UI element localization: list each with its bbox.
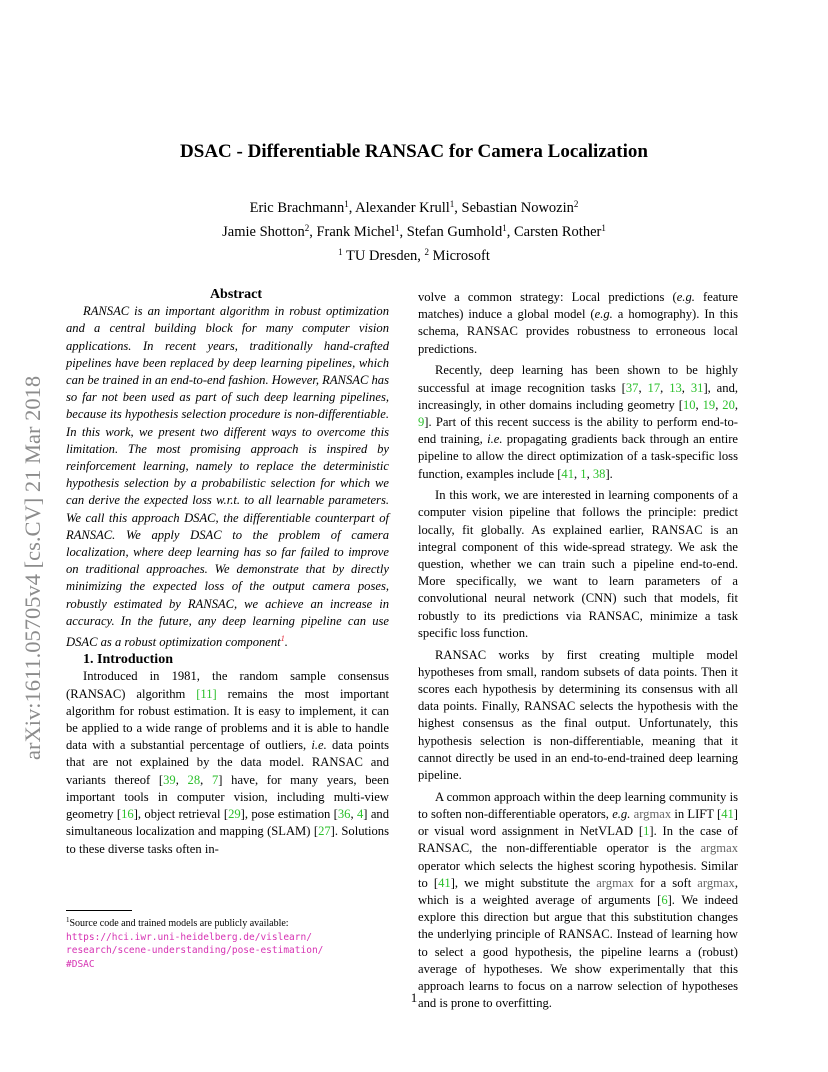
- affiliation-mark: 1: [344, 199, 349, 209]
- text-run: ,: [660, 380, 670, 395]
- text-run: ,: [586, 466, 593, 481]
- citation-link[interactable]: 17: [647, 380, 661, 395]
- abstract-heading: Abstract: [209, 287, 263, 302]
- abstract-body: RANSAC is an important algorithm in robust optimization and a central building block for many computer vision applications. In recent years, traditionally hand-crafted pipelines have been replaced by deep learning pipelines, which can be trained in an end-to-end fashion. However, RANSAC has so far not been used as part of such deep learning pipelines, because its hypothesis selection procedure is non-differentiable. In this work, we present two different ways to overcome this limitation. The most promising approach is inspired by reinforcement learning, namely to replace the deterministic hypothesis selection by a probabilistic selection for which we can derive the expected loss w.r.t. to all learnable parameters. We call this approach DSAC, the differentiable counterpart of RANSAC. We apply DSAC to the problem of camera localization, where deep learning has so far failed to improve on traditional approaches. We demonstrate that by directly minimizing the expected loss of the output camera poses, robustly estimated by RANSAC, we achieve an increase in accuracy. In the future, any deep learning pipeline can use DSAC as a robust optimization component: [66, 304, 389, 650]
- intro-paragraph-3: In this work, we are interested in learning components of a computer vision pipeline that follows the principle: predict locally, fit globally. As explained earlier, RANSAC is an integral component of this wide-spread strategy. We ask the question, whether we can train such a pipeline end-to-end. More specifically, we want to learn parameters of a convolutional neural network (CNN) such that models, fit robustly to its predictions via RANSAC, minimize a task specific loss function.: [418, 488, 738, 640]
- text-run: , which is a weighted average of arguments [: [418, 875, 738, 907]
- text-run: i.e.: [311, 738, 327, 753]
- footnote-ref[interactable]: 1: [280, 634, 285, 644]
- citation-link[interactable]: 38: [592, 466, 606, 481]
- author-block: [0, 194, 828, 266]
- intro-paragraph-5: [418, 789, 738, 1013]
- text-run: i.e.: [487, 432, 503, 447]
- page-number: 1: [410, 990, 418, 1005]
- author-line-1: Eric Brachmann$^1$, Alexander Krull$^1$, Sebastian Nowozin$^2$: [249, 199, 579, 216]
- intro-paragraph-1: [66, 668, 389, 857]
- operator-term: argmax: [697, 875, 735, 890]
- intro-paragraph-2: [418, 362, 738, 482]
- author-name: Alexander Krull: [355, 200, 450, 216]
- paper-title: DSAC - Differentiable RANSAC for Camera Localization: [180, 141, 648, 162]
- text-run: e.g.: [676, 290, 695, 304]
- affiliation-mark: 2: [304, 223, 310, 233]
- text-run: ,: [573, 466, 581, 481]
- footnote-divider: [66, 910, 132, 911]
- left-column: [66, 286, 389, 858]
- author-line-2: Jamie Shotton$^2$, Frank Michel$^1$, Stefan Gumhold$^1$, Carsten Rother$^1$: [222, 223, 606, 240]
- author-name: Frank Michel: [316, 224, 395, 240]
- text-run: e.g.: [612, 806, 631, 821]
- citation-link[interactable]: 39: [163, 772, 176, 787]
- text-run: ]. Solutions to these diverse tasks often in-: [66, 824, 389, 856]
- citation-link[interactable]: 37: [625, 380, 639, 395]
- citation-link[interactable]: 41: [438, 875, 451, 890]
- text-run: ,: [695, 397, 703, 412]
- text-run: Recently, deep learning has been shown to be highly successful at image recognition tasks [: [418, 363, 738, 395]
- citation-link[interactable]: 6: [661, 892, 668, 907]
- text-run: propagating gradients back through an entire pipeline to allow the direct optimization of a task-specific loss function, examples include [: [418, 432, 738, 481]
- text-run: A common approach within the deep learning community is to soften non-differentiable operators,: [418, 789, 738, 821]
- affiliation-mark: 1: [449, 199, 455, 209]
- text-run: ,: [175, 772, 188, 787]
- citation-link[interactable]: 19: [702, 397, 716, 412]
- author-name: Stefan Gumhold: [406, 224, 503, 240]
- author-name: Carsten Rother: [513, 224, 602, 240]
- affiliation-mark: 1: [502, 223, 507, 233]
- arxiv-stamp: arXiv:1611.05705v4 [cs.CV] 21 Mar 2018: [20, 375, 45, 760]
- citation-link[interactable]: 7: [211, 772, 219, 787]
- text-run: e.g.: [594, 307, 613, 322]
- affiliation-mark: 1: [395, 223, 400, 233]
- affiliation-mark: 1: [601, 223, 606, 233]
- citation-link[interactable]: 29: [228, 807, 241, 822]
- text-run: ] or visual word assignment in NetVLAD [: [418, 806, 738, 839]
- text-run: ], pose estimation [: [240, 807, 338, 822]
- affiliation-name: Microsoft: [432, 248, 490, 264]
- text-run: data points that are not explained by the data model. RANSAC and variants thereof [: [66, 738, 390, 787]
- footnote-url-line-1[interactable]: https://hci.iwr.uni-heidelberg.de/vislearn/: [66, 931, 312, 943]
- citation-link[interactable]: 9: [418, 414, 425, 429]
- footnote-url-line-3[interactable]: #DSAC: [66, 958, 95, 970]
- citation-link[interactable]: [11]: [196, 686, 217, 701]
- text-run: ], we might substitute the: [450, 875, 597, 890]
- footnote-text: Source code and trained models are publicly available:: [69, 918, 289, 929]
- text-run: volve a common strategy: Local predictions (: [418, 290, 677, 304]
- citation-link[interactable]: 41: [721, 806, 734, 821]
- citation-link[interactable]: 20: [722, 397, 735, 412]
- citation-link[interactable]: 31: [690, 380, 704, 395]
- footnote-mark: 1: [66, 916, 70, 924]
- footnote-url-line-2[interactable]: research/scene-understanding/pose-estimation/: [66, 945, 324, 957]
- intro-paragraph-4: RANSAC works by first creating multiple model hypotheses from small, random subsets of data points. Then it scores each hypothesis by determining its consensus with all data points. Finally, RANSAC selects the hypothesis with the highest consensus as the final output. Unfortunately, this hypothesis selection is non-differentiable, meaning that it cannot directly be used in an end-to-end-trained deep learning pipeline.: [418, 647, 738, 782]
- author-name: Sebastian Nowozin: [461, 200, 574, 216]
- affiliation-name: TU Dresden: [346, 248, 418, 264]
- text-run: ] and simultaneous localization and mapping (SLAM) [: [66, 807, 390, 839]
- text-run: feature matches) induce a global model (: [418, 290, 739, 322]
- citation-link[interactable]: 10: [682, 397, 696, 412]
- text-run: in LIFT [: [671, 806, 722, 821]
- text-run: ]. In the case of RANSAC, the non-differentiable operator is the: [418, 824, 738, 856]
- affiliation-mark: 2: [424, 247, 430, 257]
- intro-paragraph-continued: [418, 289, 738, 358]
- affiliation-line: $^1$ TU Dresden, $^2$ Microsoft: [338, 247, 490, 264]
- affiliation-mark: 1: [338, 247, 343, 257]
- text-run: ,: [200, 772, 212, 787]
- footnote: [66, 914, 396, 971]
- text-run: ,: [350, 807, 357, 822]
- citation-link[interactable]: 36: [337, 807, 351, 822]
- citation-link[interactable]: 1: [643, 824, 650, 839]
- operator-term: argmax: [700, 841, 738, 856]
- arxiv-stamp-area: [12, 282, 52, 760]
- author-name: Jamie Shotton: [222, 224, 305, 240]
- text-run: ] have, for many years, been important tools in computer vision, including multi-view geometry [: [66, 772, 390, 822]
- operator-term: argmax: [596, 875, 634, 890]
- text-run: a homography). In this schema, RANSAC provides robustness to erroneous local predictions.: [418, 307, 738, 356]
- text-run: ,: [638, 380, 648, 395]
- text-run: ,: [715, 397, 723, 412]
- citation-link[interactable]: 4: [356, 807, 364, 822]
- section-heading-introduction: 1. Introduction: [83, 652, 173, 668]
- text-run: ].: [605, 466, 613, 481]
- text-run: remains the most important algorithm for robust estimation. It is easy to implement, it can be applied to a wide range of problems and it is able to handle data with a substantial percentage of outliers,: [66, 686, 389, 753]
- text-run: Introduced in 1981, the random sample consensus (RANSAC) algorithm: [66, 669, 389, 701]
- text-run: ], object retrieval [: [133, 807, 229, 822]
- citation-link[interactable]: 1: [580, 466, 587, 481]
- text-run: for a soft: [633, 875, 698, 890]
- text-run: ], and, increasingly, in other domains including geometry [: [418, 380, 739, 412]
- text-run: ,: [734, 397, 739, 412]
- footnote-text-line: [66, 914, 396, 931]
- citation-link[interactable]: 16: [121, 807, 134, 822]
- text-run: ]. We indeed explore this direction but argue that this substitution changes the underlying principle of RANSAC. Instead of learning how to select a good hypothesis, the pipeline learns a (robust) average of hypotheses. We show experimentally that this approach learns to focus on a narrow selection of hypotheses and is prone to overfitting.: [418, 892, 738, 1011]
- citation-link[interactable]: 41: [561, 466, 574, 481]
- text-run: ,: [681, 380, 691, 395]
- author-name: Eric Brachmann: [249, 200, 345, 216]
- abstract-text: RANSAC is an important algorithm in robust optimization and a central building block for many computer vision applications. In recent years, traditionally hand-crafted pipelines have been replaced by deep learning pipelines, which can be trained in an end-to-end fashion. However, RANSAC has so far not been used as part of such deep learning pipelines, because its hypothesis selection procedure is non-differentiable. In this work, we present two different ways to overcome this limitation. The most promising approach is inspired by reinforcement learning, namely to replace the deterministic hypothesis selection by a probabilistic selection for which we can derive the expected loss w.r.t. to all learnable parameters. We call this approach DSAC, the differentiable counterpart of RANSAC. We apply DSAC to the problem of camera localization, where deep learning has so far failed to improve on traditional approaches. We demonstrate that by directly minimizing the expected loss of the output camera poses, robustly estimated by RANSAC, we achieve an increase in accuracy. In the future, any deep learning pipeline can use DSAC as a robust optimization component$^1$.: [66, 304, 389, 650]
- citation-link[interactable]: 28: [187, 772, 201, 787]
- text-run: ]. Part of this recent success is the ability to perform end-to-end training,: [418, 414, 738, 447]
- operator-term: argmax: [633, 806, 672, 821]
- citation-link[interactable]: 13: [669, 380, 682, 395]
- affiliation-mark: 2: [573, 199, 579, 209]
- text-run: operator which selects the highest scoring hypothesis. Similar to [: [418, 858, 738, 890]
- right-column: [418, 289, 738, 1012]
- citation-link[interactable]: 27: [318, 824, 331, 839]
